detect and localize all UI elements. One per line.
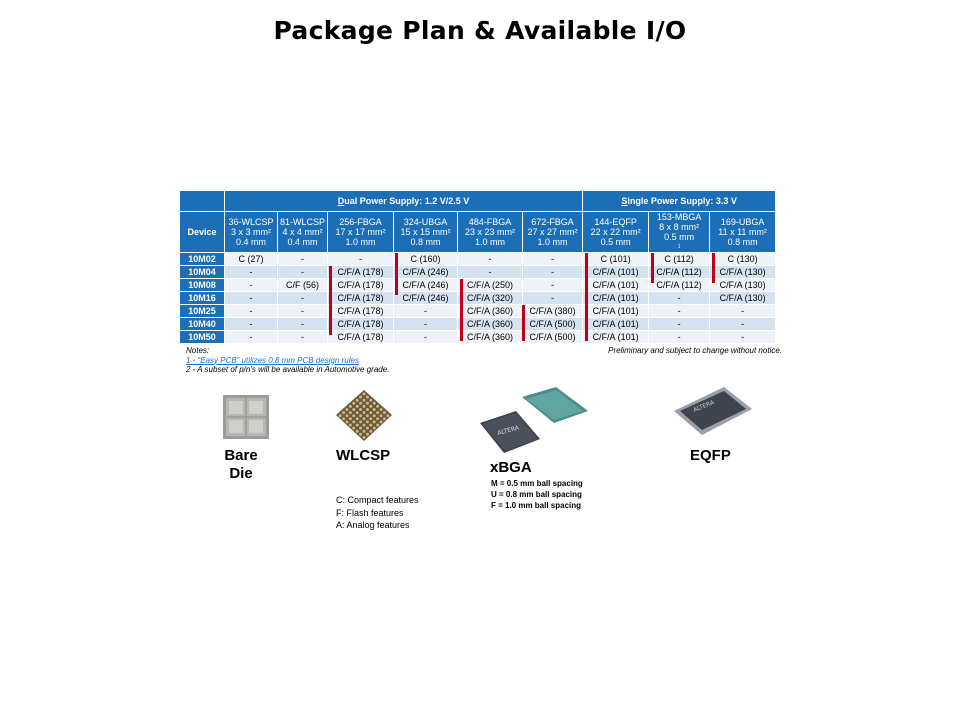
xbga-ball-spacing: M = 0.5 mm ball spacing U = 0.8 mm ball spacing F = 1.0 mm ball spacing bbox=[491, 479, 583, 510]
io-cell: C (160) bbox=[394, 253, 458, 266]
io-cell: C/F/A (250) bbox=[458, 279, 523, 292]
table-row bbox=[180, 279, 776, 292]
device-name: 10M04 bbox=[180, 266, 225, 279]
package-column-header: 81-WLCSP 4 x 4 mm² 0.4 mm bbox=[278, 212, 328, 253]
io-cell: - bbox=[394, 318, 458, 331]
bare-die-image bbox=[223, 395, 269, 439]
note-1: 1 - “Easy PCB” utilizes 0.8 mm PCB design rules bbox=[186, 355, 359, 365]
xbga-chip-image bbox=[476, 387, 592, 463]
device-column-header: Device bbox=[180, 212, 225, 253]
column-header-row bbox=[180, 212, 776, 253]
table-row bbox=[180, 266, 776, 279]
io-cell: - bbox=[278, 266, 328, 279]
io-cell: - bbox=[710, 331, 776, 344]
io-cell: - bbox=[278, 305, 328, 318]
io-cell: C/F/A (178) bbox=[328, 292, 394, 305]
io-cell: C/F (56) bbox=[278, 279, 328, 292]
io-cell: C/F/A (246) bbox=[394, 279, 458, 292]
table-row bbox=[180, 318, 776, 331]
io-cell: C/F/A (500) bbox=[523, 331, 583, 344]
group-dual-power: Dual Power Supply: 1.2 V/2.5 V bbox=[225, 191, 583, 212]
io-cell: - bbox=[523, 266, 583, 279]
io-cell: C/F/A (178) bbox=[328, 318, 394, 331]
package-column-header: 256-FBGA 17 x 17 mm² 1.0 mm bbox=[328, 212, 394, 253]
table-row bbox=[180, 305, 776, 318]
group-header-row bbox=[180, 191, 776, 212]
io-cell: - bbox=[710, 305, 776, 318]
xbga-label: xBGA bbox=[490, 459, 532, 476]
notes-block bbox=[186, 346, 389, 375]
io-cell: C/F/A (130) bbox=[710, 292, 776, 305]
io-cell: - bbox=[394, 305, 458, 318]
io-cell: - bbox=[225, 318, 278, 331]
io-cell: - bbox=[278, 318, 328, 331]
table-row bbox=[180, 331, 776, 344]
io-cell: - bbox=[458, 266, 523, 279]
io-cell: C/F/A (101) bbox=[583, 318, 649, 331]
io-cell: C/F/A (112) bbox=[649, 266, 710, 279]
legend-flash: F: Flash features bbox=[336, 507, 404, 518]
eqfp-chip-image bbox=[672, 385, 754, 437]
io-cell: C (112) bbox=[649, 253, 710, 266]
io-cell: C/F/A (101) bbox=[583, 292, 649, 305]
svg-text:ALTERA: ALTERA bbox=[496, 424, 520, 437]
package-column-header: 169-UBGA 11 x 11 mm² 0.8 mm bbox=[710, 212, 776, 253]
io-cell: C/F/A (380) bbox=[523, 305, 583, 318]
group-single-power: Single Power Supply: 3.3 V bbox=[583, 191, 776, 212]
note-2: 2 - A subset of p/n's will be available in Automotive grade. bbox=[186, 365, 390, 374]
io-cell: C/F/A (130) bbox=[710, 279, 776, 292]
package-column-header: 153-MBGA 8 x 8 mm² 0.5 mm $^1$ bbox=[649, 212, 710, 253]
package-column-header: 144-EQFP 22 x 22 mm² 0.5 mm bbox=[583, 212, 649, 253]
package-column-header: 672-FBGA 27 x 27 mm² 1.0 mm bbox=[523, 212, 583, 253]
table-row bbox=[180, 253, 776, 266]
wlcsp-chip-image bbox=[334, 388, 394, 443]
package-column-header: 36-WLCSP 3 x 3 mm² 0.4 mm bbox=[225, 212, 278, 253]
io-cell: - bbox=[649, 318, 710, 331]
io-cell: C (101) bbox=[583, 253, 649, 266]
io-cell: C/F/A (101) bbox=[583, 305, 649, 318]
io-cell: C/F/A (112) bbox=[649, 279, 710, 292]
package-column-header: 324-UBGA 15 x 15 mm² 0.8 mm bbox=[394, 212, 458, 253]
package-table bbox=[179, 190, 776, 344]
io-cell: C/F/A (178) bbox=[328, 331, 394, 344]
migration-marker bbox=[712, 253, 715, 283]
migration-marker bbox=[522, 305, 525, 341]
io-cell: - bbox=[225, 292, 278, 305]
io-cell: C (27) bbox=[225, 253, 278, 266]
io-cell: - bbox=[458, 253, 523, 266]
migration-marker bbox=[329, 266, 332, 335]
io-cell: - bbox=[649, 331, 710, 344]
io-cell: C/F/A (178) bbox=[328, 279, 394, 292]
io-cell: C/F/A (130) bbox=[710, 266, 776, 279]
io-cell: - bbox=[225, 331, 278, 344]
io-cell: C (130) bbox=[710, 253, 776, 266]
device-name: 10M16 bbox=[180, 292, 225, 305]
table-row bbox=[180, 292, 776, 305]
io-cell: C/F/A (360) bbox=[458, 305, 523, 318]
wlcsp-label: WLCSP bbox=[336, 447, 391, 464]
io-cell: - bbox=[710, 318, 776, 331]
package-column-header: 484-FBGA 23 x 23 mm² 1.0 mm bbox=[458, 212, 523, 253]
io-cell: - bbox=[278, 292, 328, 305]
migration-marker bbox=[460, 279, 463, 341]
preliminary-note: Preliminary and subject to change without notice. bbox=[608, 346, 782, 355]
table-body bbox=[180, 253, 776, 344]
io-cell: C/F/A (101) bbox=[583, 279, 649, 292]
io-cell: C/F/A (360) bbox=[458, 331, 523, 344]
io-cell: C/F/A (178) bbox=[328, 305, 394, 318]
io-cell: C/F/A (101) bbox=[583, 331, 649, 344]
io-cell: - bbox=[225, 305, 278, 318]
io-cell: - bbox=[523, 279, 583, 292]
io-cell: C/F/A (246) bbox=[394, 292, 458, 305]
bare-die-label: Bare Die bbox=[224, 447, 258, 482]
io-cell: C/F/A (101) bbox=[583, 266, 649, 279]
migration-marker bbox=[585, 253, 588, 341]
io-cell: C/F/A (246) bbox=[394, 266, 458, 279]
io-cell: - bbox=[225, 266, 278, 279]
io-cell: - bbox=[523, 292, 583, 305]
device-name: 10M02 bbox=[180, 253, 225, 266]
io-cell: - bbox=[225, 279, 278, 292]
legend-compact: C: Compact features bbox=[336, 495, 419, 505]
io-cell: - bbox=[394, 331, 458, 344]
device-name: 10M50 bbox=[180, 331, 225, 344]
io-cell: C/F/A (320) bbox=[458, 292, 523, 305]
io-cell: - bbox=[649, 305, 710, 318]
svg-text:ALTERA: ALTERA bbox=[692, 399, 716, 414]
notes-heading: Notes: bbox=[186, 346, 210, 355]
eqfp-label: EQFP bbox=[690, 447, 731, 464]
migration-marker bbox=[651, 253, 654, 283]
device-name: 10M40 bbox=[180, 318, 225, 331]
io-cell: - bbox=[523, 253, 583, 266]
feature-legend bbox=[336, 494, 419, 532]
slide-title: Package Plan & Available I/O bbox=[273, 16, 687, 45]
io-cell: - bbox=[278, 331, 328, 344]
device-name: 10M25 bbox=[180, 305, 225, 318]
migration-marker bbox=[395, 253, 398, 295]
io-cell: C/F/A (178) bbox=[328, 266, 394, 279]
io-cell: C/F/A (500) bbox=[523, 318, 583, 331]
io-cell: C/F/A (360) bbox=[458, 318, 523, 331]
device-name: 10M08 bbox=[180, 279, 225, 292]
io-cell: - bbox=[649, 292, 710, 305]
io-cell: - bbox=[278, 253, 328, 266]
io-cell: - bbox=[328, 253, 394, 266]
legend-analog: A: Analog features bbox=[336, 520, 410, 530]
